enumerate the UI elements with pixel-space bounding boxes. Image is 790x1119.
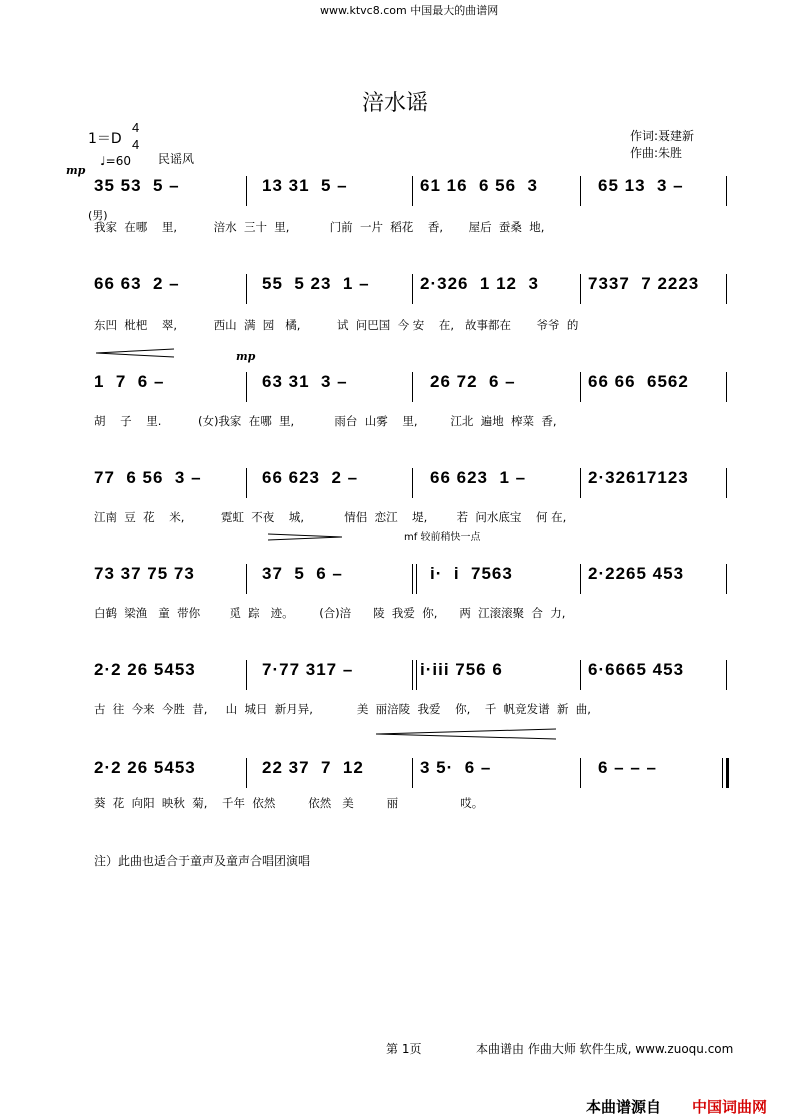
lyrics-row-4: 江南 豆 花 米, 霓虹 不夜 城, 情侣 恋江 堤, 若 问水底宝 何 在, — [94, 510, 567, 524]
lyrics-row-5: 白鹤 梁渔 童 带你 觅 踪 迹。 (合)涪 陵 我爱 你, 两 江滚滚聚 合 力, — [94, 606, 566, 620]
site-header: www.ktvc8.com 中国最大的曲谱网 — [320, 4, 499, 17]
barline — [412, 564, 413, 594]
barline — [246, 468, 247, 498]
measure-4: 7337 7 2223 — [588, 274, 700, 293]
barline — [412, 660, 413, 690]
measure-2: 7·77 317 – — [262, 660, 354, 679]
repeat-barline — [416, 660, 417, 690]
measure-2: 37 5 6 – — [262, 564, 343, 583]
barline — [246, 758, 247, 788]
source-brand-label: 本曲谱源自 — [586, 1098, 662, 1116]
time-top: 4 — [132, 120, 140, 135]
barline — [726, 660, 727, 690]
measure-3: 66 623 1 – — [430, 468, 527, 487]
measure-3: 26 72 6 – — [430, 372, 516, 391]
page-number: 第 1页 — [386, 1042, 422, 1056]
notes-row-6 — [94, 660, 734, 684]
tempo-text: ♩=60 — [100, 154, 131, 168]
barline — [412, 372, 413, 402]
tempo-marking — [66, 154, 131, 177]
barline — [580, 758, 581, 788]
repeat-barline — [416, 564, 417, 594]
crescendo-long — [376, 728, 556, 740]
style-marking: 民谣风 — [158, 152, 195, 166]
measure-1: 2·2 26 5453 — [94, 758, 196, 777]
barline — [580, 468, 581, 498]
barline — [580, 274, 581, 304]
source-brand-name: 中国词曲网 — [692, 1098, 768, 1116]
notes-row-1 — [94, 176, 734, 200]
time-bottom: 4 — [132, 137, 140, 152]
measure-1: 35 53 5 – — [94, 176, 180, 195]
key-signature: 1＝D — [88, 131, 122, 147]
measure-4: 6 – – – — [598, 758, 657, 777]
final-barline-thick — [726, 758, 729, 788]
measure-3: i· i 7563 — [430, 564, 513, 583]
barline — [412, 758, 413, 788]
lyrics-row-7: 葵 花 向阳 映秋 菊, 千年 依然 依然 美 丽 哎。 — [94, 796, 484, 810]
barline — [246, 372, 247, 402]
barline — [246, 564, 247, 594]
measure-4: 66 66 6562 — [588, 372, 689, 391]
barline — [412, 274, 413, 304]
tempo-direction: mf 较前稍快一点 — [404, 532, 481, 543]
voice-male: (男) — [88, 209, 108, 222]
measure-1: 1 7 6 – — [94, 372, 165, 391]
barline — [726, 468, 727, 498]
final-barline-thin — [722, 758, 723, 788]
time-signature — [132, 119, 139, 153]
credits — [630, 128, 694, 162]
notes-row-2 — [94, 274, 734, 298]
notes-row-3 — [94, 372, 734, 396]
measure-1: 77 6 56 3 – — [94, 468, 202, 487]
generator-credit: 本曲谱由 作曲大师 软件生成, www.zuoqu.com — [476, 1042, 734, 1056]
barline — [412, 176, 413, 206]
barline — [726, 564, 727, 594]
barline — [726, 372, 727, 402]
measure-1: 66 63 2 – — [94, 274, 180, 293]
notes-row-4 — [94, 468, 734, 492]
barline — [246, 274, 247, 304]
measure-2: 22 37 7 12 — [262, 758, 364, 777]
barline — [726, 176, 727, 206]
notes-row-7 — [94, 758, 734, 782]
barline — [580, 176, 581, 206]
measure-2: 13 31 5 – — [262, 176, 348, 195]
measure-3: i·iii 756 6 — [420, 660, 503, 679]
dynamic-mp-2: mp — [236, 350, 256, 363]
lyricist: 作词:聂建新 — [630, 129, 695, 143]
measure-2: 66 623 2 – — [262, 468, 359, 487]
lyrics-row-1: 我家 在哪 里, 涪水 三十 里, 门前 一片 稻花 香, 屋后 蚕桑 地, — [94, 220, 545, 234]
composer: 作曲:朱胜 — [630, 146, 683, 160]
song-title: 涪水谣 — [361, 91, 428, 116]
barline — [726, 274, 727, 304]
barline — [580, 564, 581, 594]
measure-2: 63 31 3 – — [262, 372, 348, 391]
lyrics-row-2: 东凹 枇杷 翠, 西山 满 园 橘, 试 问巴国 今 安 在, 故事都在 爷爷 的 — [94, 318, 579, 332]
measure-4: 65 13 3 – — [598, 176, 684, 195]
measure-4: 2·2265 453 — [588, 564, 685, 583]
dynamic-mp: mp — [66, 164, 86, 177]
measure-1: 73 37 75 73 — [94, 564, 195, 583]
measure-4: 2·32617123 — [588, 468, 689, 487]
measure-4: 6·6665 453 — [588, 660, 685, 679]
crescendo-hairpin — [96, 346, 176, 360]
notes-row-5 — [94, 564, 734, 588]
measure-3: 2·326 1 12 3 — [420, 274, 539, 293]
lyrics-row-6: 古 往 今来 今胜 昔, 山 城日 新月异, 美 丽涪陵 我爱 你, 千 帆竞发谱 新 曲, — [94, 702, 591, 716]
barline — [246, 176, 247, 206]
measure-3: 61 16 6 56 3 — [420, 176, 538, 195]
measure-2: 55 5 23 1 – — [262, 274, 370, 293]
barline — [580, 660, 581, 690]
barline — [412, 468, 413, 498]
barline — [580, 372, 581, 402]
barline — [246, 660, 247, 690]
decrescendo-lines — [268, 532, 342, 542]
lyrics-row-3: 胡 子 里. (女)我家 在哪 里, 雨台 山雾 里, 江北 遍地 榨菜 香, — [94, 414, 557, 428]
measure-3: 3 5· 6 – — [420, 758, 492, 777]
performance-note: 注）此曲也适合于童声及童声合唱团演唱 — [94, 854, 311, 868]
measure-1: 2·2 26 5453 — [94, 660, 196, 679]
